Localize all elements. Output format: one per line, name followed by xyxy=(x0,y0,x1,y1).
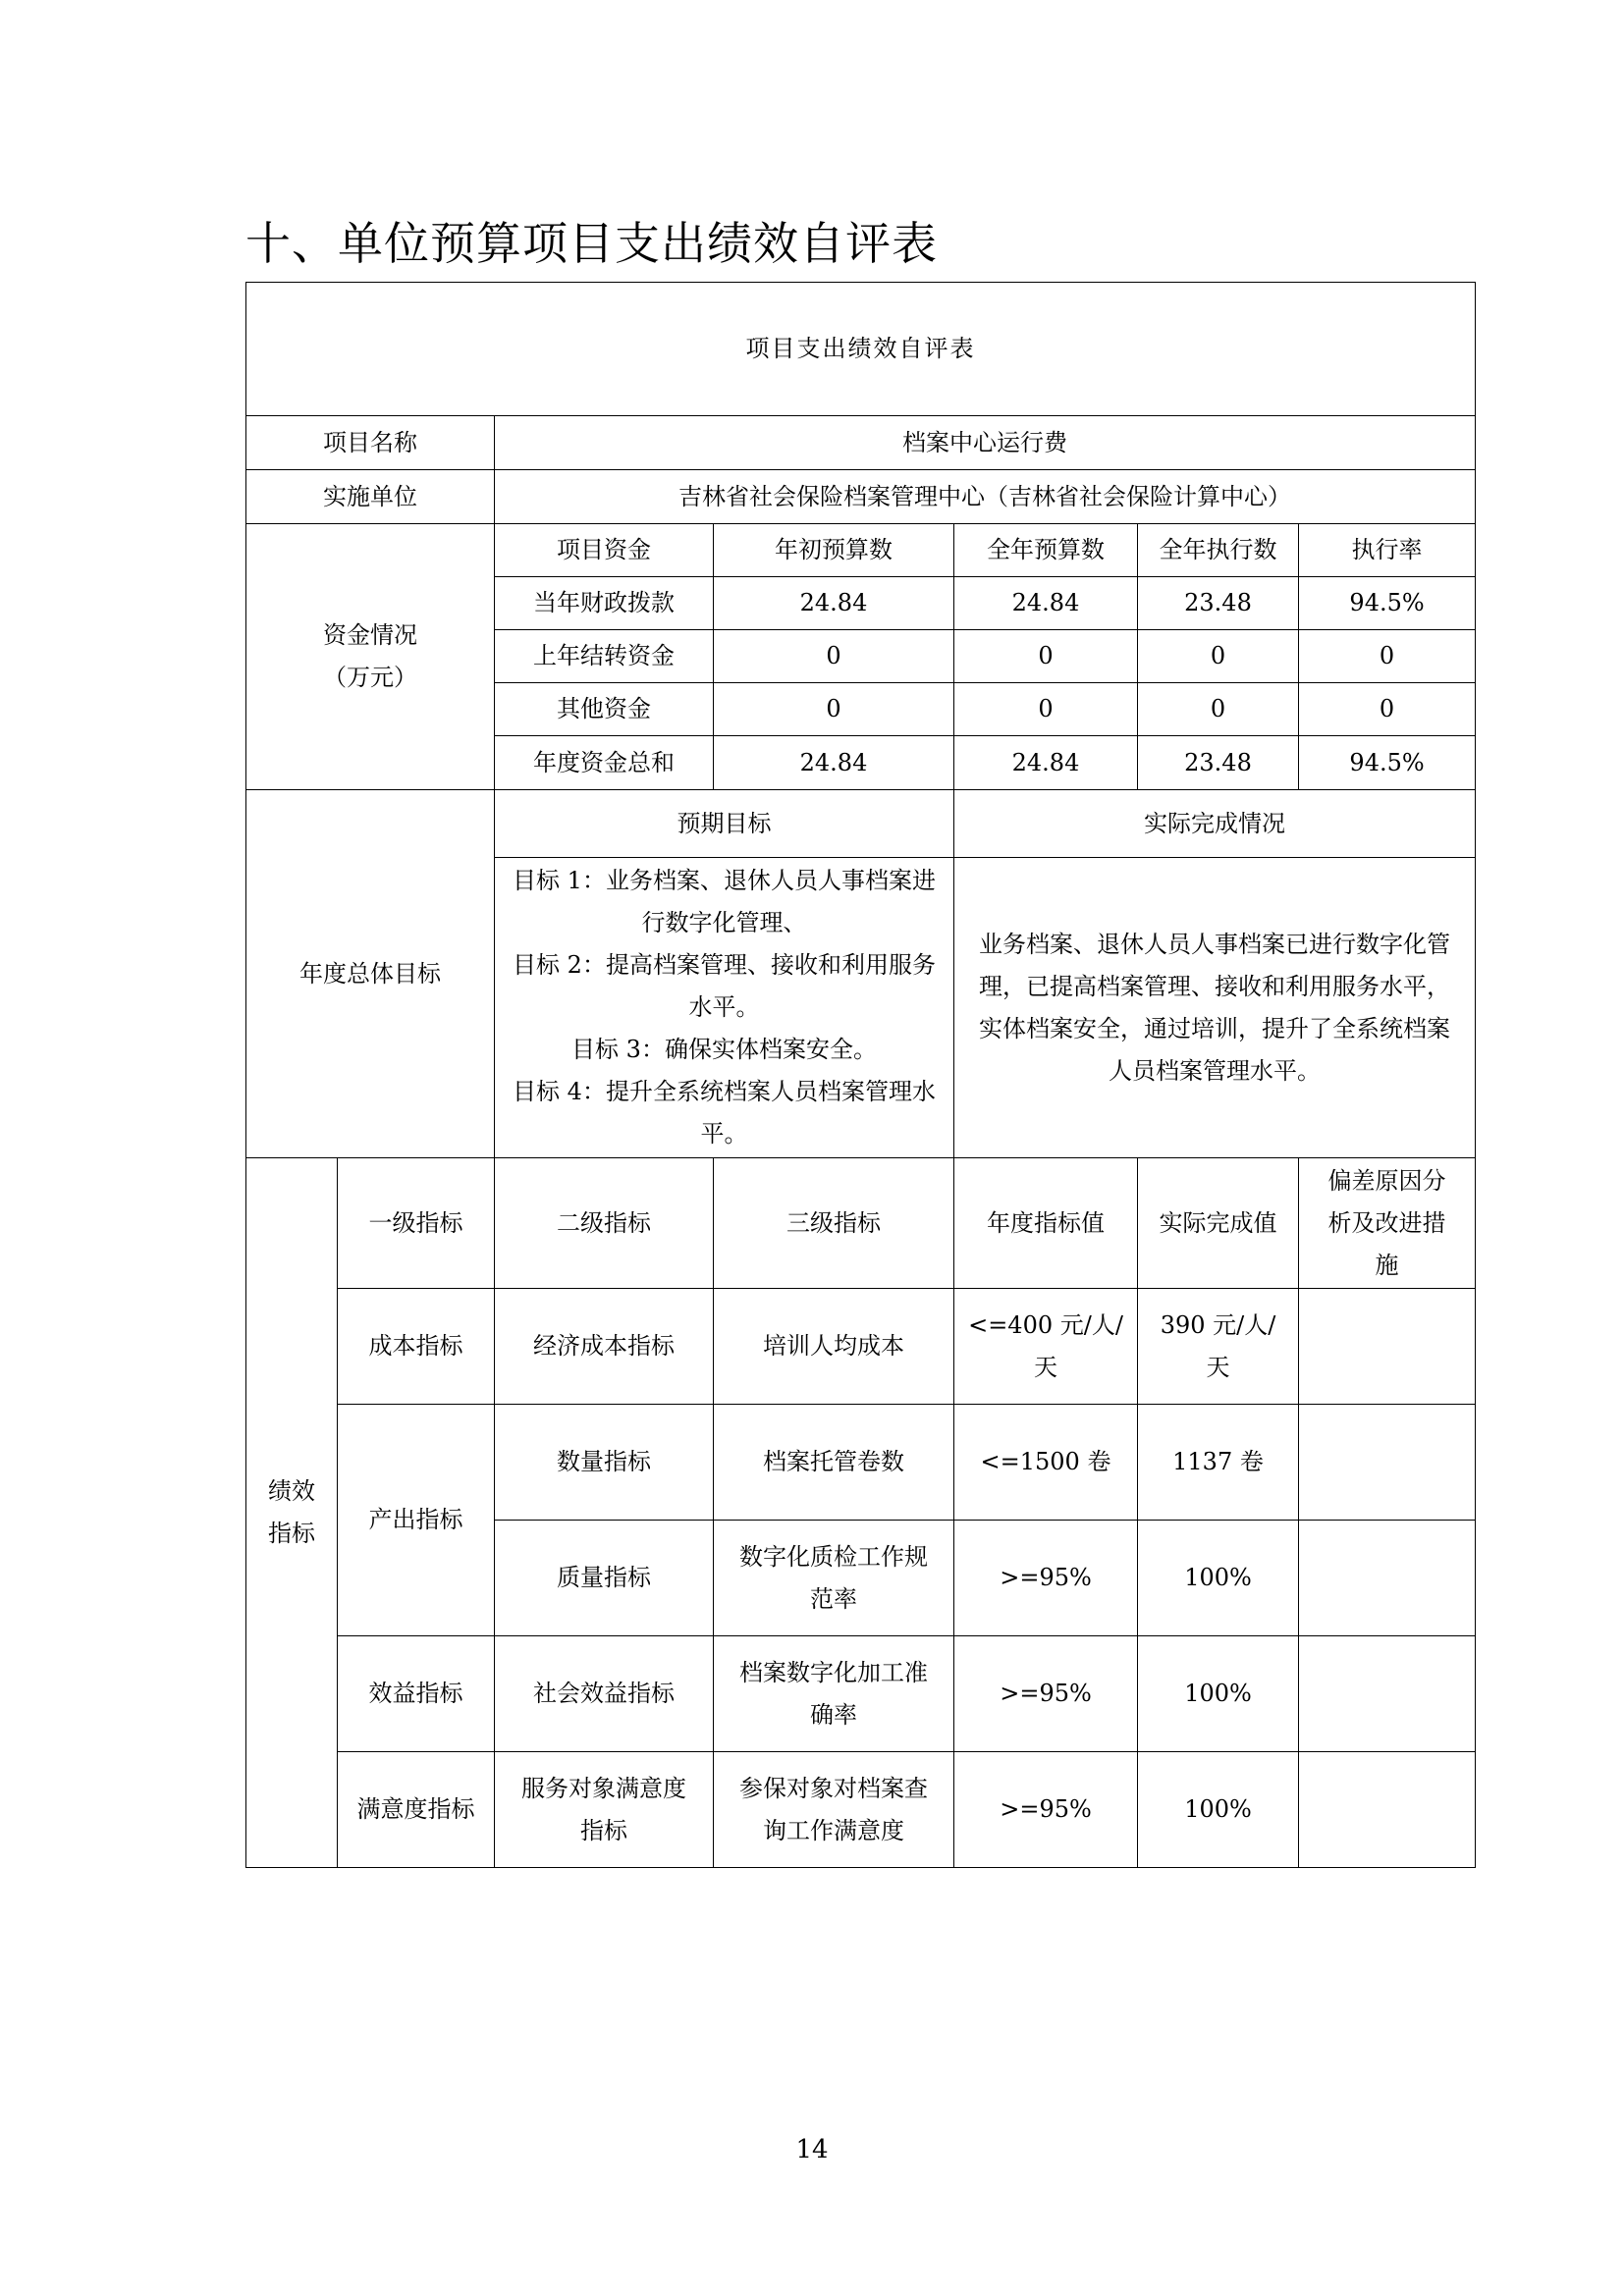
header-deviation-line: 施 xyxy=(1375,1251,1399,1279)
indicators-label-line2: 指标 xyxy=(268,1520,315,1547)
benefit-level3-line: 确率 xyxy=(810,1700,857,1729)
benefit-level2: 社会效益指标 xyxy=(495,1636,714,1752)
header-deviation-line: 偏差原因分 xyxy=(1327,1166,1446,1195)
funds-cell: 其他资金 xyxy=(495,683,714,736)
funds-cell: 上年结转资金 xyxy=(495,630,714,683)
satisfaction-target: >=95% xyxy=(954,1752,1138,1868)
benefit-level3 xyxy=(714,1636,954,1752)
quality-level3-line: 范率 xyxy=(810,1584,857,1613)
quality-target: >=95% xyxy=(954,1521,1138,1636)
quantity-deviation xyxy=(1299,1405,1476,1521)
indicator-header-row xyxy=(246,1158,1476,1289)
funds-cell: 0 xyxy=(1138,683,1299,736)
funds-cell: 24.84 xyxy=(714,736,954,790)
project-row xyxy=(246,416,1476,470)
title-row xyxy=(246,283,1476,416)
goal-line: 目标 1：业务档案、退休人员人事档案进 xyxy=(513,867,936,894)
funds-header-cell: 全年预算数 xyxy=(954,524,1138,577)
funds-cell: 当年财政拨款 xyxy=(495,577,714,630)
funds-cell: 23.48 xyxy=(1138,736,1299,790)
benefit-deviation xyxy=(1299,1636,1476,1752)
funds-header-cell: 年初预算数 xyxy=(714,524,954,577)
project-label: 项目名称 xyxy=(246,416,495,470)
table-title: 项目支出绩效自评表 xyxy=(246,283,1476,416)
unit-label: 实施单位 xyxy=(246,470,495,524)
actual-completion xyxy=(954,858,1476,1158)
satisfaction-level3-line: 询工作满意度 xyxy=(763,1816,904,1844)
goal-line: 目标 3：确保实体档案安全。 xyxy=(571,1036,877,1063)
funds-cell: 年度资金总和 xyxy=(495,736,714,790)
cost-target-line: 天 xyxy=(1034,1353,1057,1381)
satisfaction-level3 xyxy=(714,1752,954,1868)
funds-cell: 0 xyxy=(714,683,954,736)
quality-deviation xyxy=(1299,1521,1476,1636)
satisfaction-level2 xyxy=(495,1752,714,1868)
benefit-level1: 效益指标 xyxy=(338,1636,495,1752)
funds-cell: 23.48 xyxy=(1138,577,1299,630)
header-target: 年度指标值 xyxy=(954,1158,1138,1289)
expected-goal-header: 预期目标 xyxy=(495,790,954,858)
satisfaction-actual: 100% xyxy=(1138,1752,1299,1868)
page-number: 14 xyxy=(795,2135,829,2164)
funds-cell: 0 xyxy=(1299,630,1476,683)
funds-header-row xyxy=(246,524,1476,577)
quantity-target: <=1500 卷 xyxy=(954,1405,1138,1521)
actual-completion-header: 实际完成情况 xyxy=(954,790,1476,858)
funds-cell: 94.5% xyxy=(1299,577,1476,630)
satisfaction-level1: 满意度指标 xyxy=(338,1752,495,1868)
quality-actual: 100% xyxy=(1138,1521,1299,1636)
funds-header-cell: 全年执行数 xyxy=(1138,524,1299,577)
funds-header-cell: 执行率 xyxy=(1299,524,1476,577)
actual-line: 人员档案管理水平。 xyxy=(1109,1056,1322,1085)
funds-cell: 24.84 xyxy=(954,577,1138,630)
section-title: 十、单位预算项目支出绩效自评表 xyxy=(245,217,938,270)
header-level3: 三级指标 xyxy=(714,1158,954,1289)
cost-actual xyxy=(1138,1289,1299,1405)
goal-line: 水平。 xyxy=(688,993,760,1021)
benefit-indicator-row xyxy=(246,1636,1476,1752)
funds-label xyxy=(246,524,495,790)
funds-cell: 0 xyxy=(714,630,954,683)
actual-line: 理，已提高档案管理、接收和利用服务水平， xyxy=(979,972,1451,1000)
satisfaction-level2-line: 指标 xyxy=(580,1816,627,1844)
unit-row xyxy=(246,470,1476,524)
cost-target xyxy=(954,1289,1138,1405)
funds-label-line1: 资金情况 xyxy=(323,621,417,649)
cost-deviation xyxy=(1299,1289,1476,1405)
output-quantity-row xyxy=(246,1405,1476,1521)
actual-line: 业务档案、退休人员人事档案已进行数字化管 xyxy=(979,930,1451,958)
satisfaction-level2-line: 服务对象满意度 xyxy=(521,1774,686,1802)
funds-cell: 0 xyxy=(1138,630,1299,683)
unit-value: 吉林省社会保险档案管理中心（吉林省社会保险计算中心） xyxy=(495,470,1476,524)
satisfaction-indicator-row xyxy=(246,1752,1476,1868)
benefit-target: >=95% xyxy=(954,1636,1138,1752)
quality-level3-line: 数字化质检工作规 xyxy=(739,1542,928,1571)
goals-label: 年度总体目标 xyxy=(246,790,495,1158)
cost-indicator-row xyxy=(246,1289,1476,1405)
header-deviation xyxy=(1299,1158,1476,1289)
goal-line: 目标 2：提高档案管理、接收和利用服务 xyxy=(513,951,936,979)
funds-cell: 0 xyxy=(1299,683,1476,736)
expected-goals xyxy=(495,858,954,1158)
actual-line: 实体档案安全，通过培训，提升了全系统档案 xyxy=(979,1014,1451,1042)
cost-target-line: <=400 元/人/ xyxy=(968,1310,1123,1339)
funds-label-line2: （万元） xyxy=(323,664,417,691)
satisfaction-level3-line: 参保对象对档案查 xyxy=(739,1774,928,1802)
funds-cell: 24.84 xyxy=(714,577,954,630)
goal-line: 平。 xyxy=(700,1120,748,1148)
cost-level3: 培训人均成本 xyxy=(714,1289,954,1405)
funds-cell: 24.84 xyxy=(954,736,1138,790)
cost-actual-line: 天 xyxy=(1206,1353,1230,1381)
output-level1: 产出指标 xyxy=(338,1405,495,1636)
quantity-level2: 数量指标 xyxy=(495,1405,714,1521)
funds-cell: 0 xyxy=(954,683,1138,736)
funds-cell: 94.5% xyxy=(1299,736,1476,790)
cost-actual-line: 390 元/人/ xyxy=(1160,1310,1276,1339)
cost-level1: 成本指标 xyxy=(338,1289,495,1405)
goal-line: 行数字化管理、 xyxy=(641,909,807,936)
funds-header-cell: 项目资金 xyxy=(495,524,714,577)
quantity-actual: 1137 卷 xyxy=(1138,1405,1299,1521)
quality-level2: 质量指标 xyxy=(495,1521,714,1636)
header-level2: 二级指标 xyxy=(495,1158,714,1289)
header-actual: 实际完成值 xyxy=(1138,1158,1299,1289)
header-level1: 一级指标 xyxy=(338,1158,495,1289)
goal-line: 目标 4：提升全系统档案人员档案管理水 xyxy=(513,1078,936,1105)
satisfaction-deviation xyxy=(1299,1752,1476,1868)
benefit-actual: 100% xyxy=(1138,1636,1299,1752)
indicators-label xyxy=(246,1158,338,1868)
quality-level3 xyxy=(714,1521,954,1636)
goals-header-row xyxy=(246,790,1476,858)
project-value: 档案中心运行费 xyxy=(495,416,1476,470)
header-deviation-line: 析及改进措 xyxy=(1327,1208,1446,1237)
indicators-label-line1: 绩效 xyxy=(268,1477,315,1505)
performance-table xyxy=(245,282,1476,1868)
cost-level2: 经济成本指标 xyxy=(495,1289,714,1405)
funds-cell: 0 xyxy=(954,630,1138,683)
benefit-level3-line: 档案数字化加工准 xyxy=(739,1658,928,1686)
quantity-level3: 档案托管卷数 xyxy=(714,1405,954,1521)
